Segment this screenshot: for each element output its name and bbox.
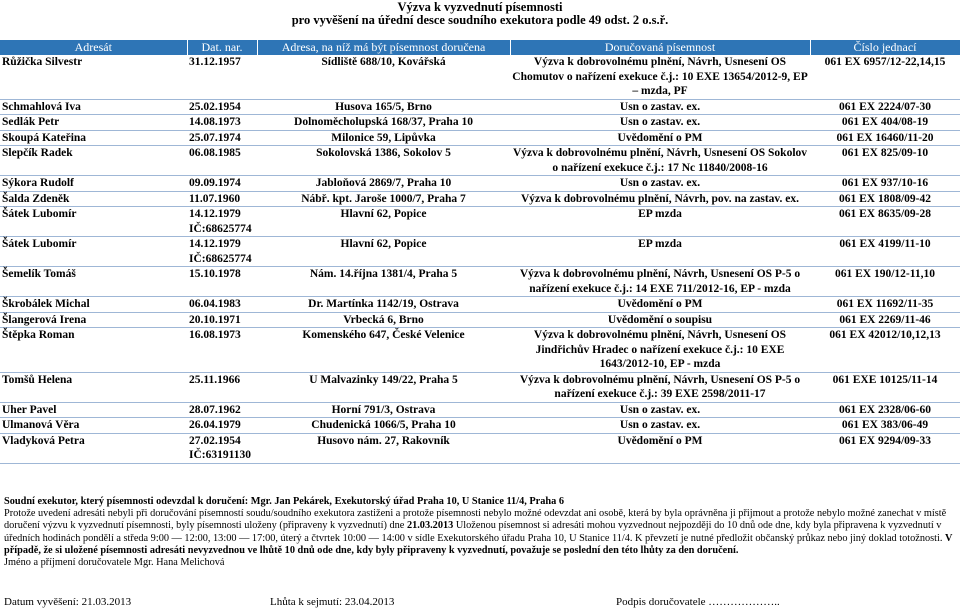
footer-notice [4,496,956,569]
table-row [0,130,960,146]
executor-line: Soudní exekutor, který písemnosti odevzdal k doručení: Mgr. Jan Pekárek, Exekutorský úřad Praha 10, U Stanice 11/4, Praha 6 [4,496,564,507]
cell-document: Usn o zastav. ex. [510,402,810,418]
table-row [0,297,960,313]
cell-birth-date: 06.08.1985 [187,146,257,176]
cell-addressee: Schmahlová Iva [0,99,187,115]
cell-birth-date: 16.08.1973 [187,328,257,373]
cell-addressee: Uher Pavel [0,402,187,418]
cell-addressee: Šátek Lubomír [0,207,187,237]
cell-birth-date: 09.09.1974 [187,176,257,192]
cell-addressee: Vladyková Petra [0,433,187,463]
cell-birth-date: 28.07.1962 [187,402,257,418]
cell-addressee: Tomšů Helena [0,372,187,402]
cell-birth-date: 25.11.1966 [187,372,257,402]
table-row [0,312,960,328]
cell-birth-date: 31.12.1957 [187,55,257,99]
table-row [0,267,960,297]
cell-case-number: 061 EX 404/08-19 [810,115,960,131]
cell-address: Husovo nám. 27, Rakovník [257,433,510,463]
title-line-2: pro vyvěšení na úřední desce soudního exekutora podle 49 odst. 2 o.s.ř. [291,13,669,27]
stored-date: 21.03.2013 [406,520,454,532]
cell-case-number: 061 EX 4199/11-10 [810,237,960,267]
cell-birth-date: 11.07.1960 [187,191,257,207]
cell-case-number: 061 EX 825/09-10 [810,146,960,176]
cell-birth-date: 26.04.1979 [187,418,257,434]
cell-addressee: Šemelík Tomáš [0,267,187,297]
table-row [0,237,960,267]
header-addressee: Adresát [0,40,187,55]
cell-address: Dr. Martínka 1142/19, Ostrava [257,297,510,313]
cell-case-number: 061 EX 937/10-16 [810,176,960,192]
cell-addressee: Šátek Lubomír [0,237,187,267]
cell-address: Sokolovská 1386, Sokolov 5 [257,146,510,176]
cell-document: Výzva k dobrovolnému plnění, Návrh, Usnesení OS Chomutov o nařízení exekuce č.j.: 10 EXE 13654/2012-9, EP – mzda, PF [510,55,810,99]
cell-addressee: Štěpka Roman [0,328,187,373]
cell-address: Nám. 14.října 1381/4, Praha 5 [257,267,510,297]
cell-address: Chudenická 1066/5, Praha 10 [257,418,510,434]
table-row [0,418,960,434]
cell-case-number: 061 EX 8635/09-28 [810,207,960,237]
cell-address: Husova 165/5, Brno [257,99,510,115]
header-document: Doručovaná písemnost [510,40,810,55]
cell-case-number: 061 EX 42012/10,12,13 [810,328,960,373]
header-birth-date: Dat. nar. [187,40,257,55]
cell-birth-date: 20.10.1971 [187,312,257,328]
cell-address: Hlavní 62, Popice [257,237,510,267]
cell-case-number: 061 EX 16460/11-20 [810,130,960,146]
cell-address: Dolnoměcholupská 168/37, Praha 10 [257,115,510,131]
cell-addressee: Skoupá Kateřina [0,130,187,146]
cell-case-number: 061 EX 6957/12-22,14,15 [810,55,960,99]
courier-signature: Podpis doručovatele ……………….. [616,596,780,608]
cell-address: U Malvazinky 149/22, Praha 5 [257,372,510,402]
cell-document: Usn o zastav. ex. [510,115,810,131]
cell-case-number: 061 EX 383/06-49 [810,418,960,434]
table-row [0,146,960,176]
table-row [0,372,960,402]
cell-birth-date: 15.10.1978 [187,267,257,297]
cell-address: Milonice 59, Lipůvka [257,130,510,146]
table-row [0,176,960,192]
table-header-row [0,40,960,55]
bottom-line [4,596,956,610]
cell-document: Výzva k dobrovolnému plnění, Návrh, pov. na zastav. ex. [510,191,810,207]
cell-document: Usn o zastav. ex. [510,99,810,115]
cell-addressee: Sedlák Petr [0,115,187,131]
posted-date: Datum vyvěšení: 21.03.2013 [4,596,132,608]
notice-paragraph [4,508,956,557]
cell-document: EP mzda [510,237,810,267]
cell-case-number: 061 EX 2269/11-46 [810,312,960,328]
cell-addressee: Škrobálek Michal [0,297,187,313]
cell-address: Jabloňová 2869/7, Praha 10 [257,176,510,192]
cell-addressee: Šalda Zdeněk [0,191,187,207]
cell-addressee: Růžička Silvestr [0,55,187,99]
header-case-number: Číslo jednací [810,40,960,55]
cell-birth-date: 14.12.1979 IČ:68625774 [187,237,257,267]
table-row [0,115,960,131]
table-row [0,55,960,99]
cell-birth-date: 27.02.1954 IČ:63191130 [187,433,257,463]
cell-addressee: Ulmanová Věra [0,418,187,434]
cell-birth-date: 25.07.1974 [187,130,257,146]
cell-case-number: 061 EXE 10125/11-14 [810,372,960,402]
cell-addressee: Sýkora Rudolf [0,176,187,192]
cell-case-number: 061 EX 2328/06-60 [810,402,960,418]
cell-address: Nábř. kpt. Jaroše 1000/7, Praha 7 [257,191,510,207]
cell-document: Uvědomění o PM [510,130,810,146]
table-row [0,99,960,115]
cell-addressee: Slepčík Radek [0,146,187,176]
cell-document: Uvědomění o soupisu [510,312,810,328]
cell-address: Komenského 647, České Velenice [257,328,510,373]
cell-address: Sídliště 688/10, Kovářská [257,55,510,99]
cell-birth-date: 06.04.1983 [187,297,257,313]
table-row [0,191,960,207]
cell-case-number: 061 EX 190/12-11,10 [810,267,960,297]
removal-date: Lhůta k sejmutí: 23.04.2013 [270,596,395,608]
cell-document: Uvědomění o PM [510,297,810,313]
document-title [0,0,960,27]
cell-birth-date: 14.08.1973 [187,115,257,131]
notice-warning: V případě, že si uložené písemnosti adresáti nevyzvednou ve lhůtě 10 dnů ode dne, kdy byly připraveny k vyzvednutí, považuje se poslední den této lhůty za den doručení. [4,532,953,556]
table-row [0,402,960,418]
header-address: Adresa, na níž má být písemnost doručena [257,40,510,55]
cell-case-number: 061 EX 2224/07-30 [810,99,960,115]
cell-address: Horní 791/3, Ostrava [257,402,510,418]
cell-document: EP mzda [510,207,810,237]
cell-document: Usn o zastav. ex. [510,176,810,192]
title-line-1: Výzva k vyzvednutí písemnosti [397,0,563,14]
notice-text: Protože uvedení adresáti nebyli při doručování písemností soudu/soudního exekutora zastiženi a protože písemnosti nebylo možné odevzdat ani osobě, která by byla oprávněna ji přijmout a protože nebylo možné zanechat v místě doručení výzvu k vyzvednutí písemnosti, byly písemnosti uloženy (připraveny k vyzvednutí) dne [4,508,947,532]
cell-birth-date: 25.02.1954 [187,99,257,115]
cell-birth-date: 14.12.1979 IČ:68625774 [187,207,257,237]
cell-document: Výzva k dobrovolnému plnění, Návrh, Usnesení OS Sokolov o nařízení exekuce č.j.: 17 Nc 11840/2008-16 [510,146,810,176]
table-row [0,433,960,463]
table-row [0,328,960,373]
cell-addressee: Šlangerová Irena [0,312,187,328]
notice-text-2: Uloženou písemnost si adresáti mohou vyzvednout nejpozději do 10 dnů ode dne, kdy byla připravena k vyzvednutí v úředních hodinách pondělí a středa 9:00 — 12:00, 13:00 — 17:00, úterý a čtvrtek 10:00 — 14:00 v sídle Exekutorského úřadu Praha 10, U Stanice 11/4. K převzetí je nutné předložit občanský průkaz nebo jiný doklad totožnosti. [4,520,943,544]
cell-document: Uvědomění o PM [510,433,810,463]
cell-case-number: 061 EX 9294/09-33 [810,433,960,463]
cell-address: Hlavní 62, Popice [257,207,510,237]
table-row [0,207,960,237]
cell-document: Výzva k dobrovolnému plnění, Návrh, Usnesení OS P-5 o nařízení exekuce č.j.: 39 EXE 2598/2011-17 [510,372,810,402]
cell-case-number: 061 EX 11692/11-35 [810,297,960,313]
cell-case-number: 061 EX 1808/09-42 [810,191,960,207]
courier-name: Jméno a příjmení doručovatele Mgr. Hana Melichová [4,557,225,569]
cell-document: Výzva k dobrovolnému plnění, Návrh, Usnesení OS Jindřichův Hradec o nařízení exekuce č.j.: 10 EXE 1643/2012-10, EP - mzda [510,328,810,373]
cell-document: Usn o zastav. ex. [510,418,810,434]
notice-table [0,40,960,464]
cell-address: Vrbecká 6, Brno [257,312,510,328]
cell-document: Výzva k dobrovolnému plnění, Návrh, Usnesení OS P-5 o nařízení exekuce č.j.: 14 EXE 711/2012-16, EP - mzda [510,267,810,297]
